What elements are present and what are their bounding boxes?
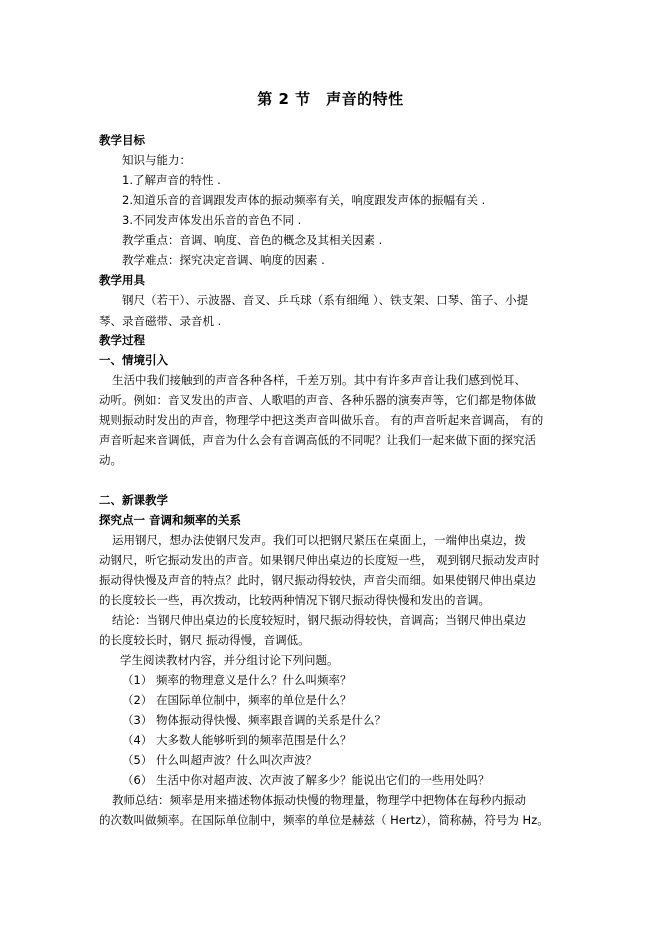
process-heading: 教学过程 xyxy=(99,333,145,347)
question-item: （2） 在国际单位制中，频率的单位是什么？ xyxy=(122,693,352,707)
experiment-line: 运用钢尺，想办法使钢尺发声。我们可以把钢尺紧压在桌面上，一端伸出桌边，拨 xyxy=(112,533,526,547)
goal-item-2: 2.知道乐音的音调跟发声体的振动频率有关，响度跟发声体的振幅有关 . xyxy=(122,193,486,207)
experiment-line: 动钢尺，听它振动发出的声音。如果钢尺伸出桌边的长度短一些， 观到钢尺振动发声时 xyxy=(99,553,540,567)
question-item: （1） 频率的物理意义是什么？什么叫频率？ xyxy=(122,673,352,687)
difficult-points: 教学难点：探究决定音调、响度的因素 . xyxy=(122,253,325,267)
intro-paragraph-line: 动。 xyxy=(99,453,122,467)
experiment-line: 的长度较长一些，再次拨动，比较两种情况下钢尺振动得快慢和发出的音调。 xyxy=(99,593,490,607)
tools-line: 琴、录音磁带、录音机 . xyxy=(99,314,222,328)
part2-heading: 二、新课教学 xyxy=(99,493,168,507)
page-title: 第 2 节 声音的特性 xyxy=(257,90,404,108)
tools-heading: 教学用具 xyxy=(99,273,145,287)
goal-item-1: 1.了解声音的特性 . xyxy=(122,173,221,187)
tools-line: 钢尺（若干）、示波器、音叉、乒乓球（系有细绳 ）、铁支架、口琴、笛子、小提 xyxy=(122,293,529,307)
experiment-line: 振动得快慢及声音的特点？此时，钢尺振动得较快，声音尖而细。如果使钢尺伸出桌边 xyxy=(99,573,536,587)
intro-paragraph-line: 声音听起来音调低，声音为什么会有音调高低的不同呢？让我们一起来做下面的探究活 xyxy=(99,433,536,447)
intro-paragraph-line: 生活中我们接触到的声音各种各样，千差万别。其中有许多声音让我们感到悦耳、 xyxy=(112,373,526,387)
conclusion-line: 结论：当钢尺伸出桌边的长度较短时，钢尺振动得较快，音调高；当钢尺伸出桌边 xyxy=(112,613,526,627)
question-item: （4） 大多数人能够听到的频率范围是什么？ xyxy=(122,733,352,747)
intro-paragraph-line: 动听。例如：音叉发出的声音、人歌唱的声音、各种乐器的演奏声等，它们都是物体做 xyxy=(99,393,536,407)
reading-instruction: 学生阅读教材内容，并分组讨论下列问题。 xyxy=(120,653,339,667)
summary-line: 的次数叫做频率。在国际单位制中，频率的单位是赫兹（ Hertz），简称赫，符号为 Hz。 xyxy=(99,813,549,827)
part1-heading: 一、情境引入 xyxy=(99,353,168,367)
conclusion-line: 的长度较长时，钢尺 振动得慢，音调低。 xyxy=(99,633,310,647)
question-item: （6） 生活中你对超声波、次声波了解多少？能说出它们的一些用处吗？ xyxy=(122,773,490,787)
explore1-heading: 探究点一 音调和频率的关系 xyxy=(99,513,242,527)
summary-line: 教师总结：频率是用来描述物体振动快慢的物理量，物理学中把物体在每秒内振动 xyxy=(112,793,526,807)
intro-paragraph-line: 规则振动时发出的声音，物理学中把这类声音叫做乐音。 有的声音听起来音调高， 有的 xyxy=(99,413,544,427)
question-item: （5） 什么叫超声波？什么叫次声波？ xyxy=(122,753,317,767)
goals-heading: 教学目标 xyxy=(99,133,145,147)
knowledge-label: 知识与能力： xyxy=(122,153,191,167)
key-points: 教学重点：音调、响度、音色的概念及其相关因素 . xyxy=(122,233,383,247)
goal-item-3: 3.不同发声体发出乐音的音色不同 . xyxy=(122,213,302,227)
question-item: （3） 物体振动得快慢、频率跟音调的关系是什么？ xyxy=(122,713,386,727)
